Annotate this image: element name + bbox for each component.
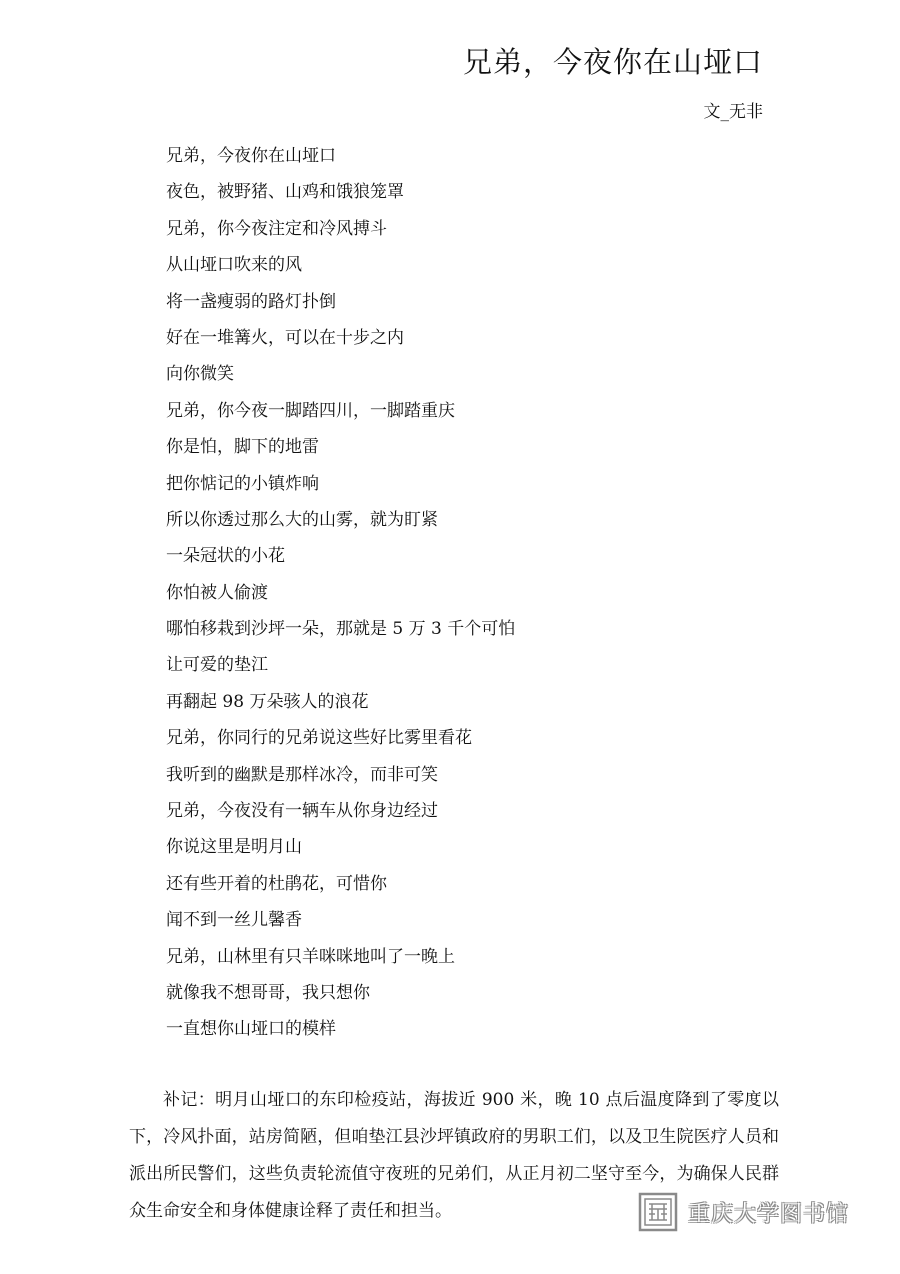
poem-line: 兄弟，你今夜注定和冷风搏斗 <box>166 218 387 239</box>
poem-line: 好在一堆篝火，可以在十步之内 <box>166 327 404 348</box>
poem-line: 兄弟，今夜你在山垭口 <box>166 146 336 166</box>
poem-line: 还有些开着的杜鹃花，可惜你 <box>166 873 387 894</box>
poem-line: 你说这里是明月山 <box>166 837 302 858</box>
poem-line: 所以你透过那么大的山雾，就为盯紧 <box>166 509 438 530</box>
poem-body <box>166 142 515 1052</box>
poem-line: 兄弟，山林里有只羊咪咪地叫了一晚上 <box>166 946 455 967</box>
poem-line: 让可爱的垫江 <box>166 655 268 676</box>
poem-line: 一直想你山垭口的模样 <box>166 1019 336 1040</box>
poem-line: 从山垭口吹来的风 <box>166 255 302 276</box>
poem-line: 一朵冠状的小花 <box>166 546 285 567</box>
poem-line: 就像我不想哥哥，我只想你 <box>166 982 370 1003</box>
library-watermark <box>638 1192 849 1232</box>
poem-title: 兄弟，今夜你在山垭口 <box>462 45 763 79</box>
library-seal-icon <box>638 1192 678 1232</box>
poem-line: 你怕被人偷渡 <box>166 582 268 603</box>
poem-line: 再翻起 98 万朵骇人的浪花 <box>166 691 369 712</box>
poem-line: 夜色，被野猪、山鸡和饿狼笼罩 <box>166 182 404 203</box>
poem-line: 兄弟，你今夜一脚踏四川，一脚踏重庆 <box>166 400 455 421</box>
watermark-text: 重庆大学图书馆 <box>688 1201 850 1227</box>
poem-line: 把你惦记的小镇炸响 <box>166 473 319 494</box>
poem-line: 兄弟，你同行的兄弟说这些好比雾里看花 <box>166 728 472 749</box>
poem-line: 向你微笑 <box>166 364 234 385</box>
postscript-note: 补记：明月山垭口的东印检疫站，海拔近 900 米，晚 10 点后温度降到了零度以下，冷风扑面，站房简陋，但咱垫江县沙坪镇政府的男职工们，以及卫生院医疗人员和派出所民警们，这些负责轮流值守夜班的兄弟们，从正月初二坚守至今，为确保人民群众生命安全和身体健康诠释了责任和担当。 <box>129 1090 779 1221</box>
poem-line: 你是怕，脚下的地雷 <box>166 437 319 458</box>
poem-line: 闻不到一丝儿馨香 <box>166 910 302 931</box>
poem-line: 哪怕移栽到沙坪一朵，那就是 5 万 3 千个可怕 <box>166 619 516 640</box>
poem-line: 将一盏瘦弱的路灯扑倒 <box>166 291 336 312</box>
poem-line: 兄弟，今夜没有一辆车从你身边经过 <box>166 801 438 822</box>
author-line: 文_无非 <box>703 102 763 122</box>
poem-line: 我听到的幽默是那样冰冷，而非可笑 <box>166 764 438 785</box>
